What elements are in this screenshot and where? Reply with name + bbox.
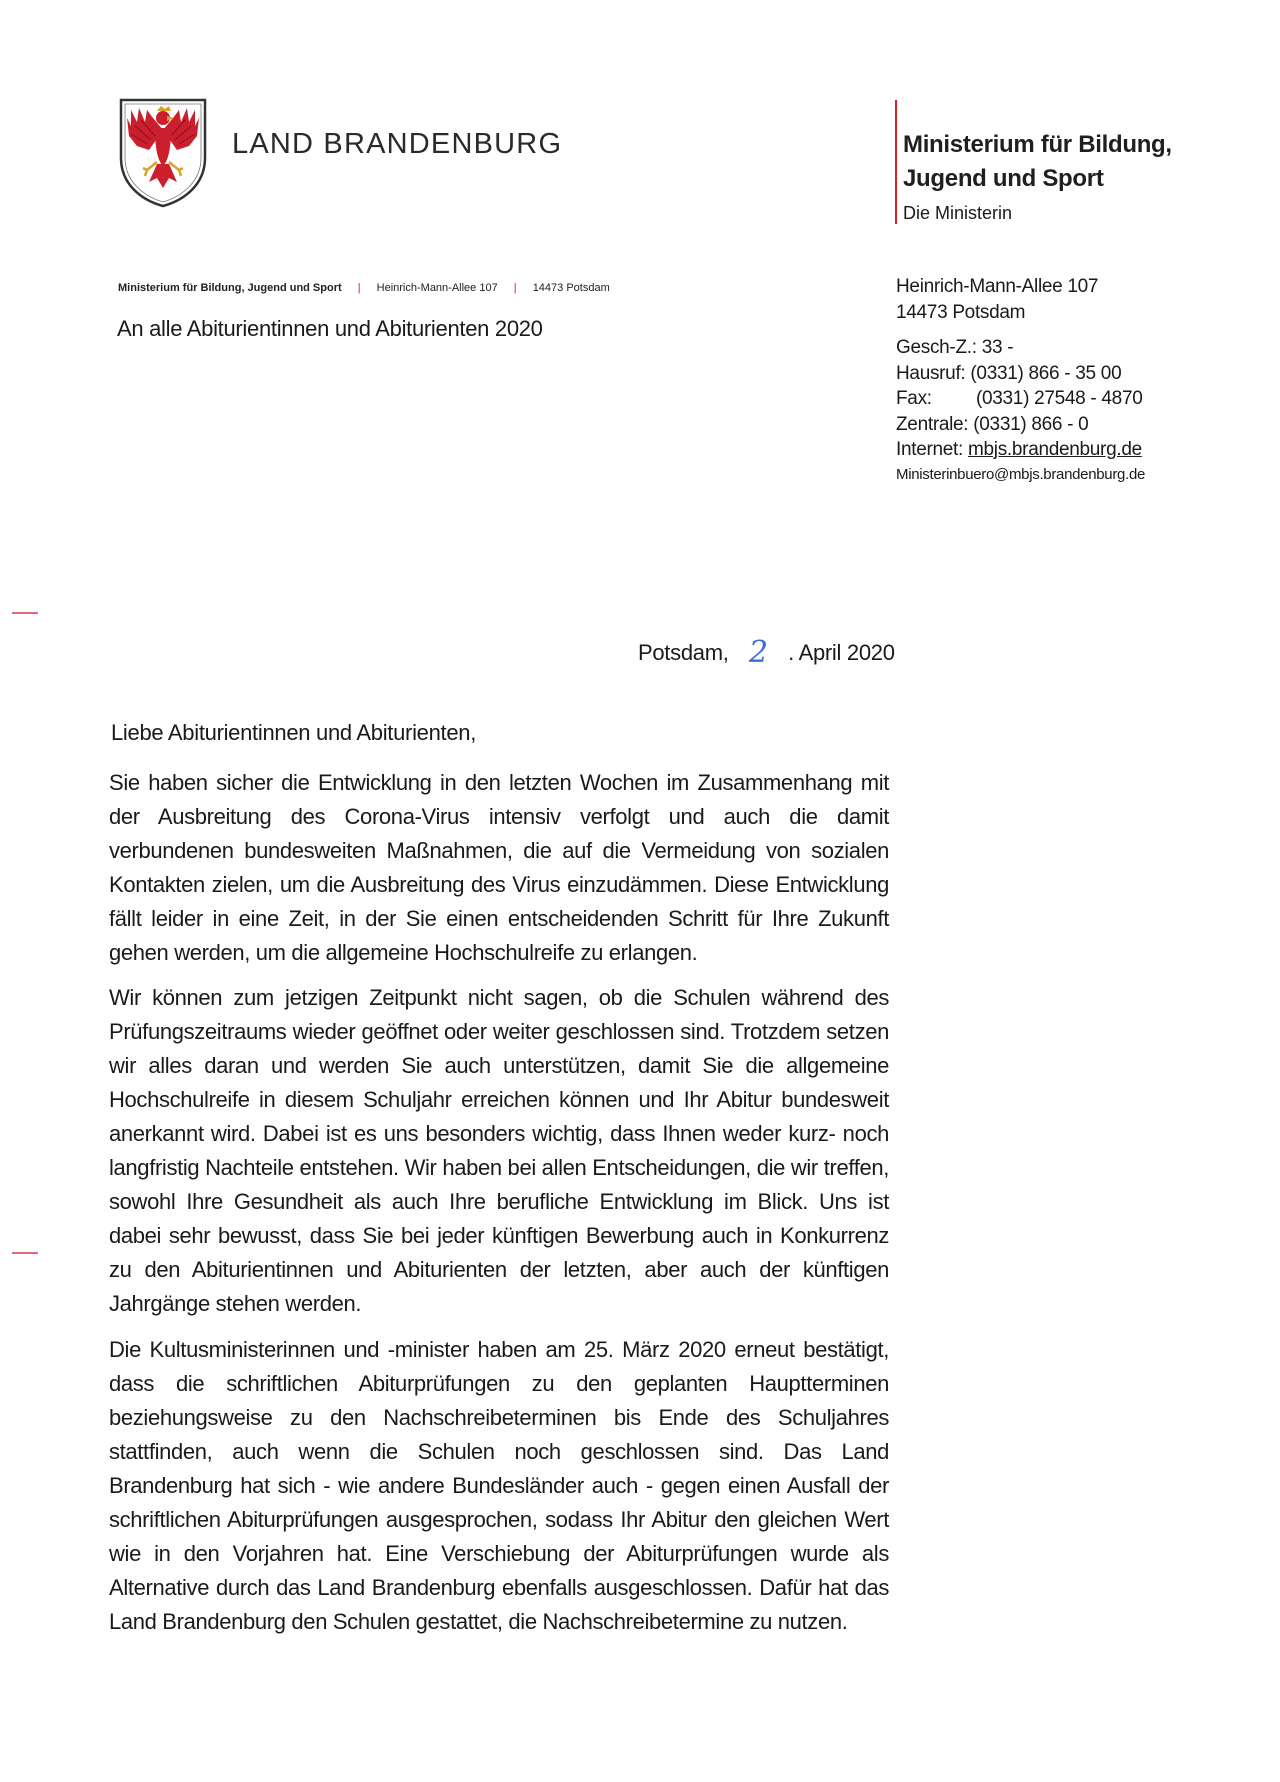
- phone-value: (0331) 866 - 35 00: [970, 362, 1122, 384]
- body-paragraph: Wir können zum jetzigen Zeitpunkt nicht sagen, ob die Schulen während des Prüfungszeitraums wieder geöffnet oder weiter geschlossen sind. Trotzdem setzen wir alles daran und werden Sie auch unterstützen, damit Sie die allgemeine Hochschulreife in diesem Schuljahr erreichen können und Ihr Abitur bundesweit anerkannt wird. Dabei ist es uns besonders wichtig, dass Ihnen weder kurz- noch langfristig Nachteile entstehen. Wir haben bei allen Entscheidungen, die wir treffen, sowohl Ihre Gesundheit als auch Ihre berufliche Entwicklung im Blick. Uns ist dabei sehr bewusst, dass Sie bei jeder künftigen Bewerbung auch in Konkurrenz zu den Abiturientinnen und Abiturienten der letzten, aber auch der künftigen Jahrgänge stehen werden.: [109, 985, 889, 1316]
- date-prefix: Potsdam,: [638, 640, 729, 665]
- phone-label: Hausruf:: [896, 362, 966, 384]
- file-number-row: [896, 335, 1145, 361]
- date-suffix: . April 2020: [788, 640, 895, 665]
- central-label: Zentrale:: [896, 413, 969, 435]
- sender-street: Heinrich-Mann-Allee 107: [376, 282, 498, 294]
- contact-city: 14473 Potsdam: [896, 301, 1026, 323]
- brandenburg-eagle-crest-icon: [117, 96, 209, 210]
- email-address[interactable]: Ministerinbuero@mbjs.brandenburg.de: [896, 465, 1146, 483]
- contact-block: [896, 274, 1145, 487]
- sender-city: 14473 Potsdam: [532, 282, 610, 294]
- sender-name: Ministerium für Bildung, Jugend und Sport: [118, 282, 342, 294]
- body-paragraph: Sie haben sicher die Entwicklung in den letzten Wochen im Zusammenhang mit der Ausbreitung des Corona-Virus intensiv verfolgt und auch die damit verbundenen bundesweiten Maßnahmen, die auf die Vermeidung von sozialen Kontakten zielen, um die Ausbreitung des Virus einzudämmen. Diese Entwicklung fällt leider in eine Zeit, in der Sie einen entscheidenden Schritt für Ihre Zukunft gehen werden, um die allgemeine Hochschulreife zu erlangen.: [109, 770, 889, 965]
- fax-label: Fax:: [896, 388, 932, 409]
- date-day-handwritten: 2: [748, 635, 768, 670]
- file-number-label: Gesch-Z.:: [896, 337, 977, 358]
- phone-row: [896, 361, 1145, 387]
- ministry-name-line1: Ministerium für Bildung,: [903, 131, 1172, 158]
- file-number-value: 33 -: [981, 337, 1014, 358]
- central-value: (0331) 866 - 0: [973, 413, 1089, 435]
- web-link[interactable]: mbjs.brandenburg.de: [968, 439, 1142, 460]
- ministry-name-line2: Jugend und Sport: [903, 165, 1104, 192]
- fax-value: (0331) 27548 - 4870: [975, 388, 1143, 409]
- fax-row: [896, 386, 1145, 412]
- body-paragraph: Die Kultusministerinnen und -minister haben am 25. März 2020 erneut bestätigt, dass die schriftlichen Abiturprüfungen zu den geplanten Hauptterminen beziehungsweise zu den Nachschreibeterminen bis Ende des Schuljahres stattfinden, auch wenn die Schulen noch geschlossen sind. Das Land Brandenburg hat sich - wie andere Bundesländer auch - gegen einen Ausfall der schriftlichen Abiturprüfungen ausgesprochen, sodass Ihr Abitur den gleichen Wert wie in den Vorjahren hat. Eine Verschiebung der Abiturprüfungen wurde als Alternative durch das Land Brandenburg ebenfalls ausgeschlossen. Dafür hat das Land Brandenburg den Schulen gestattet, die Nachschreibetermine zu nutzen.: [109, 1337, 889, 1634]
- ministry-role: Die Ministerin: [903, 203, 1013, 223]
- fold-mark: [12, 1252, 38, 1254]
- separator-icon: |: [357, 282, 361, 294]
- web-row: [896, 437, 1145, 463]
- contact-street: Heinrich-Mann-Allee 107: [896, 276, 1099, 297]
- ministry-header: [895, 100, 1172, 224]
- central-row: [896, 412, 1145, 438]
- state-name: LAND BRANDENBURG: [232, 128, 563, 160]
- salutation: Liebe Abiturientinnen und Abiturienten,: [111, 720, 477, 745]
- web-label: Internet:: [896, 439, 964, 460]
- fold-mark: [12, 612, 38, 614]
- date-line: [638, 635, 895, 670]
- separator-icon: |: [513, 282, 517, 294]
- sender-return-address: [118, 282, 610, 294]
- recipient: An alle Abiturientinnen und Abiturienten 2020: [117, 316, 543, 341]
